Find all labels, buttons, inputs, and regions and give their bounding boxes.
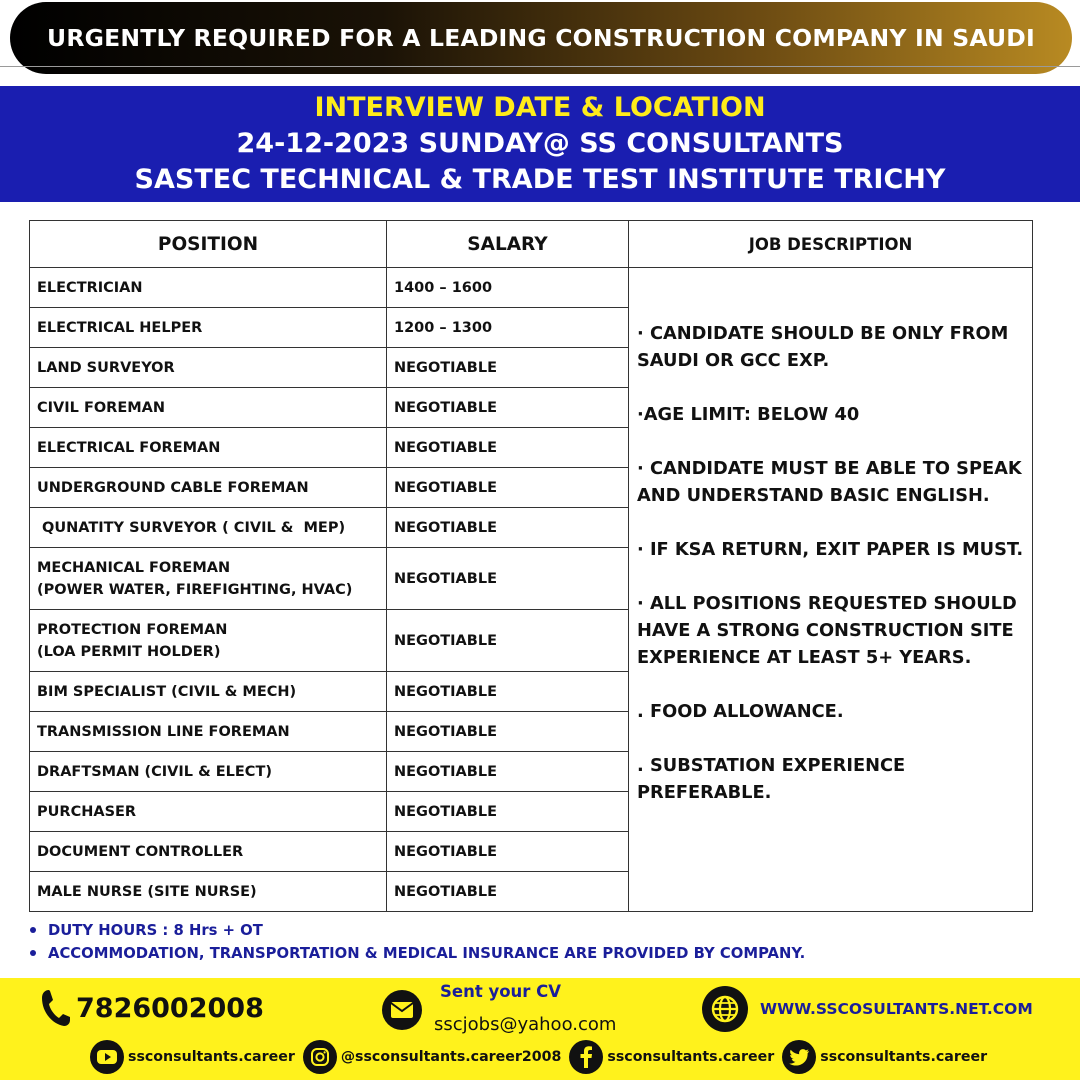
description-item: . SUBSTATION EXPERIENCE PREFERABLE. bbox=[637, 755, 906, 803]
salary-cell: NEGOTIABLE bbox=[387, 468, 629, 508]
globe-icon bbox=[702, 986, 748, 1032]
table-header-row bbox=[30, 221, 1033, 268]
position-title: PROTECTION FOREMAN bbox=[37, 621, 228, 638]
notes bbox=[30, 919, 1070, 965]
position-cell: ELECTRICAL FOREMAN bbox=[30, 428, 387, 468]
position-title: MECHANICAL FOREMAN bbox=[37, 559, 231, 576]
salary-cell: NEGOTIABLE bbox=[387, 712, 629, 752]
salary-cell: NEGOTIABLE bbox=[387, 428, 629, 468]
youtube-link[interactable] bbox=[90, 1040, 295, 1074]
phone-contact[interactable] bbox=[40, 988, 264, 1028]
header-salary: SALARY bbox=[387, 221, 629, 268]
salary-cell: 1400 – 1600 bbox=[387, 268, 629, 308]
salary-cell: NEGOTIABLE bbox=[387, 508, 629, 548]
position-cell: TRANSMISSION LINE FOREMAN bbox=[30, 712, 387, 752]
description-item: · ALL POSITIONS REQUESTED SHOULD HAVE A STRONG CONSTRUCTION SITE EXPERIENCE AT LEAST 5+ YEARS. bbox=[637, 593, 1017, 668]
position-cell: MALE NURSE (SITE NURSE) bbox=[30, 872, 387, 912]
salary-cell: NEGOTIABLE bbox=[387, 792, 629, 832]
position-cell: PURCHASER bbox=[30, 792, 387, 832]
youtube-handle[interactable]: ssconsultants.career bbox=[128, 1049, 295, 1065]
interview-band bbox=[0, 86, 1080, 202]
interview-location: SASTEC TECHNICAL & TRADE TEST INSTITUTE TRICHY bbox=[134, 164, 946, 195]
website-url[interactable]: WWW.SSCOSULTANTS.NET.COM bbox=[760, 1000, 1033, 1018]
position-cell: QUNATITY SURVEYOR ( CIVIL & MEP) bbox=[30, 508, 387, 548]
description-item: ·AGE LIMIT: BELOW 40 bbox=[637, 404, 860, 425]
email-address[interactable]: sscjobs@yahoo.com bbox=[434, 1014, 617, 1035]
cv-title: Sent your CV bbox=[440, 982, 562, 1001]
mail-icon bbox=[382, 990, 422, 1030]
instagram-icon bbox=[303, 1040, 337, 1074]
contact-footer bbox=[0, 978, 1080, 1080]
position-cell bbox=[30, 610, 387, 672]
salary-cell: NEGOTIABLE bbox=[387, 672, 629, 712]
interview-date: 24-12-2023 SUNDAY@ SS CONSULTANTS bbox=[236, 128, 844, 159]
position-cell: BIM SPECIALIST (CIVIL & MECH) bbox=[30, 672, 387, 712]
description-item: · CANDIDATE MUST BE ABLE TO SPEAK AND UNDERSTAND BASIC ENGLISH. bbox=[637, 458, 1022, 506]
position-cell: DOCUMENT CONTROLLER bbox=[30, 832, 387, 872]
facebook-icon bbox=[569, 1040, 603, 1074]
description-item: · IF KSA RETURN, EXIT PAPER IS MUST. bbox=[637, 539, 1024, 560]
position-detail: (POWER WATER, FIREFIGHTING, HVAC) bbox=[37, 581, 353, 598]
description-item: . FOOD ALLOWANCE. bbox=[637, 701, 844, 722]
note-duty-hours: DUTY HOURS : 8 Hrs + OT bbox=[30, 919, 1070, 942]
position-cell: LAND SURVEYOR bbox=[30, 348, 387, 388]
phone-number[interactable]: 7826002008 bbox=[76, 992, 264, 1024]
facebook-handle[interactable]: ssconsultants.career bbox=[607, 1049, 775, 1065]
position-cell: DRAFTSMAN (CIVIL & ELECT) bbox=[30, 752, 387, 792]
twitter-icon bbox=[782, 1040, 816, 1074]
banner-title: URGENTLY REQUIRED FOR A LEADING CONSTRUCTION COMPANY IN SAUDI bbox=[47, 24, 1035, 52]
phone-icon bbox=[40, 988, 72, 1028]
salary-cell: NEGOTIABLE bbox=[387, 348, 629, 388]
table-row bbox=[30, 268, 1033, 308]
website-contact[interactable] bbox=[702, 986, 1033, 1032]
salary-cell: NEGOTIABLE bbox=[387, 548, 629, 610]
facebook-link[interactable] bbox=[569, 1040, 774, 1074]
position-cell: ELECTRICIAN bbox=[30, 268, 387, 308]
position-cell: ELECTRICAL HELPER bbox=[30, 308, 387, 348]
twitter-link[interactable] bbox=[782, 1040, 987, 1074]
position-cell: CIVIL FOREMAN bbox=[30, 388, 387, 428]
salary-cell: NEGOTIABLE bbox=[387, 832, 629, 872]
salary-cell: NEGOTIABLE bbox=[387, 872, 629, 912]
salary-cell: NEGOTIABLE bbox=[387, 752, 629, 792]
instagram-link[interactable] bbox=[303, 1040, 562, 1074]
instagram-handle[interactable]: @ssconsultants.career2008 bbox=[340, 1049, 562, 1065]
header-job-description: JOB DESCRIPTION bbox=[629, 221, 1033, 268]
twitter-handle[interactable]: ssconsultants.career bbox=[820, 1049, 988, 1065]
position-cell: UNDERGROUND CABLE FOREMAN bbox=[30, 468, 387, 508]
social-links bbox=[90, 1040, 995, 1074]
interview-heading: INTERVIEW DATE & LOCATION bbox=[314, 92, 766, 123]
top-banner bbox=[10, 2, 1072, 74]
jobs-table bbox=[29, 220, 1033, 912]
youtube-icon bbox=[90, 1040, 124, 1074]
salary-cell: NEGOTIABLE bbox=[387, 388, 629, 428]
note-benefits: ACCOMMODATION, TRANSPORTATION & MEDICAL INSURANCE ARE PROVIDED BY COMPANY. bbox=[30, 942, 1070, 965]
salary-cell: 1200 – 1300 bbox=[387, 308, 629, 348]
description-item: · CANDIDATE SHOULD BE ONLY FROM SAUDI OR GCC EXP. bbox=[637, 323, 1009, 371]
salary-cell: NEGOTIABLE bbox=[387, 610, 629, 672]
position-detail: (LOA PERMIT HOLDER) bbox=[37, 643, 221, 660]
divider bbox=[0, 66, 1080, 67]
header-position: POSITION bbox=[30, 221, 387, 268]
position-cell bbox=[30, 548, 387, 610]
job-description-cell bbox=[629, 268, 1033, 912]
